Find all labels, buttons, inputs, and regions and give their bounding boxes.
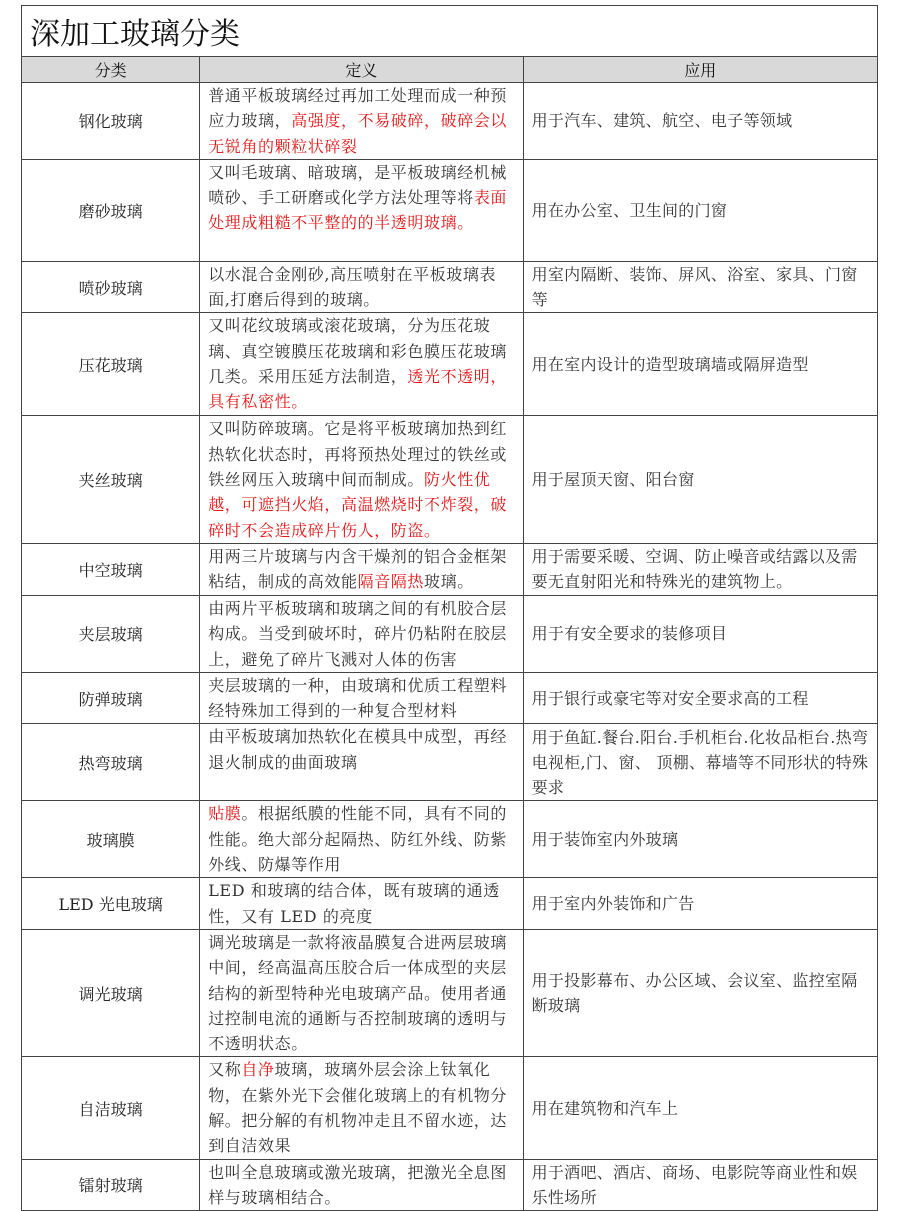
definition-text: LED 和玻璃的结合体，既有玻璃的通透性，又有 LED 的亮度 [208, 881, 500, 926]
definition-text: 玻璃。 [424, 572, 474, 592]
glass-type-name: 喷砂玻璃 [22, 261, 200, 313]
glass-application: 用于装饰室内外玻璃 [523, 801, 877, 878]
highlighted-text: 防火性优越，可遮挡火焰，高温燃烧时不炸裂，破碎时不会造成碎片伤人，防盗。 [208, 470, 508, 540]
table-row [22, 801, 878, 878]
glass-type-name: 镭射玻璃 [22, 1159, 200, 1211]
glass-application: 用室内隔断、装饰、屏风、浴室、家具、门窗等 [523, 261, 877, 313]
table-row [22, 878, 878, 930]
definition-text: 调光玻璃是一款将液晶膜复合进两层玻璃中间，经高温高压胶合后一体成型的夹层结构的新型特种光电玻璃产品。使用者通过控制电流的通断与否控制玻璃的透明与不透明状态。 [208, 932, 508, 1054]
definition-text: 用两三片玻璃与内含干燥剂的铝合金框架粘结，制成的高效能 [208, 546, 508, 592]
glass-definition [200, 159, 523, 261]
glass-application: 用在建筑物和汽车上 [523, 1057, 877, 1159]
header-row [22, 57, 878, 83]
highlighted-text: 自净 [241, 1060, 275, 1080]
table-row [22, 83, 878, 160]
glass-definition [200, 724, 523, 801]
table-row [22, 159, 878, 261]
definition-text: 玻璃，玻璃外层会涂上钛氧化物，在紫外光下会催化玻璃上的有机物分解。把分解的有机物冲走且不留水迹，达到自洁效果 [208, 1060, 508, 1156]
glass-application: 用于酒吧、酒店、商场、电影院等商业性和娱乐性场所 [523, 1159, 877, 1211]
glass-definition [200, 83, 523, 160]
header-category: 分类 [22, 57, 200, 83]
glass-application: 用于需要采暖、空调、防止噪音或结露以及需要无直射阳光和特殊光的建筑物上。 [523, 543, 877, 595]
table-row [22, 1057, 878, 1159]
highlighted-text: 贴膜 [208, 804, 242, 824]
glass-application: 用于屋顶天窗、阳台窗 [523, 416, 877, 543]
table-row [22, 1159, 878, 1211]
glass-type-name: 磨砂玻璃 [22, 159, 200, 261]
definition-text: 普通平板玻璃经过再加工处理而成一种预应力玻璃， [208, 86, 508, 131]
glass-definition [200, 1057, 523, 1159]
definition-text: 又称 [208, 1060, 242, 1080]
glass-application: 用于银行或豪宅等对安全要求高的工程 [523, 672, 877, 724]
definition-text: 夹层玻璃的一种，由玻璃和优质工程塑料经特殊加工得到的一种复合型材料 [208, 675, 508, 721]
definition-text: 也叫全息玻璃或激光玻璃，把激光全息图样与玻璃相结合。 [208, 1162, 508, 1207]
glass-definition [200, 543, 523, 595]
glass-classification-sheet [21, 5, 878, 1211]
glass-type-name: 热弯玻璃 [22, 724, 200, 801]
glass-application: 用于有安全要求的装修项目 [523, 595, 877, 672]
glass-type-name: 夹丝玻璃 [22, 416, 200, 543]
glass-application: 用于室内外装饰和广告 [523, 878, 877, 930]
glass-definition [200, 1159, 523, 1211]
table-row [22, 672, 878, 724]
page-title: 深加工玻璃分类 [22, 6, 878, 57]
glass-type-name: LED 光电玻璃 [22, 878, 200, 930]
table-body [22, 83, 878, 1211]
table-row [22, 595, 878, 672]
definition-text: 。根据纸膜的性能不同，具有不同的性能。绝大部分起隔热、防红外线、防紫外线、防爆等作用 [208, 804, 508, 875]
glass-application: 用于投影幕布、办公区域、会议室、监控室隔断玻璃 [523, 929, 877, 1056]
glass-definition [200, 313, 523, 416]
glass-type-name: 中空玻璃 [22, 543, 200, 595]
table-row [22, 313, 878, 416]
glass-definition [200, 595, 523, 672]
glass-definition [200, 929, 523, 1056]
table-row [22, 724, 878, 801]
table-row [22, 416, 878, 543]
glass-type-name: 压花玻璃 [22, 313, 200, 416]
glass-definition [200, 801, 523, 878]
highlighted-text: 表面处理成粗糙不平整的的半透明玻璃。 [208, 188, 508, 233]
glass-type-name: 玻璃膜 [22, 801, 200, 878]
glass-application: 用在办公室、卫生间的门窗 [523, 159, 877, 261]
highlighted-text: 透光不透明，具有私密性。 [208, 367, 508, 412]
glass-application: 用在室内设计的造型玻璃墙或隔屏造型 [523, 313, 877, 416]
definition-text: 又叫防碎玻璃。它是将平板玻璃加热到红热软化状态时，再将预热处理过的铁丝或铁丝网压入玻璃中间而制成。 [208, 419, 508, 490]
glass-application: 用于鱼缸.餐台.阳台.手机柜台.化妆品柜台.热弯电视柜,门、窗、 顶棚、幕墙等不同形状的特殊要求 [523, 724, 877, 801]
glass-type-name: 夹层玻璃 [22, 595, 200, 672]
header-application: 应用 [523, 57, 877, 83]
highlighted-text: 隔音隔热 [357, 572, 425, 592]
glass-application: 用于汽车、建筑、航空、电子等领域 [523, 83, 877, 160]
definition-text: 又叫毛玻璃、暗玻璃，是平板玻璃经机械喷砂、手工研磨或化学方法处理等将 [208, 162, 508, 208]
glass-type-name: 钢化玻璃 [22, 83, 200, 160]
table-row [22, 543, 878, 595]
glass-type-name: 自洁玻璃 [22, 1057, 200, 1159]
highlighted-text: 高强度，不易破碎，破碎会以无锐角的颗粒状碎裂 [208, 111, 508, 156]
classification-table [21, 5, 878, 1211]
definition-text: 又叫花纹玻璃或滚花玻璃，分为压花玻璃、真空镀膜压花玻璃和彩色膜压花玻璃几类。采用压延方法制造， [208, 316, 508, 387]
definition-text: 以水混合金刚砂,高压喷射在平板玻璃表面,打磨后得到的玻璃。 [208, 264, 497, 310]
header-definition: 定义 [200, 57, 523, 83]
definition-text: 由两片平板玻璃和玻璃之间的有机胶合层构成。当受到破坏时，碎片仍粘附在胶层上，避免了碎片飞溅对人体的伤害 [208, 598, 508, 669]
glass-definition [200, 878, 523, 930]
glass-definition [200, 416, 523, 543]
table-row [22, 929, 878, 1056]
glass-definition [200, 672, 523, 724]
glass-definition [200, 261, 523, 313]
definition-text: 由平板玻璃加热软化在模具中成型，再经退火制成的曲面玻璃 [208, 727, 508, 772]
title-row [22, 6, 878, 57]
glass-type-name: 防弹玻璃 [22, 672, 200, 724]
glass-type-name: 调光玻璃 [22, 929, 200, 1056]
table-row [22, 261, 878, 313]
